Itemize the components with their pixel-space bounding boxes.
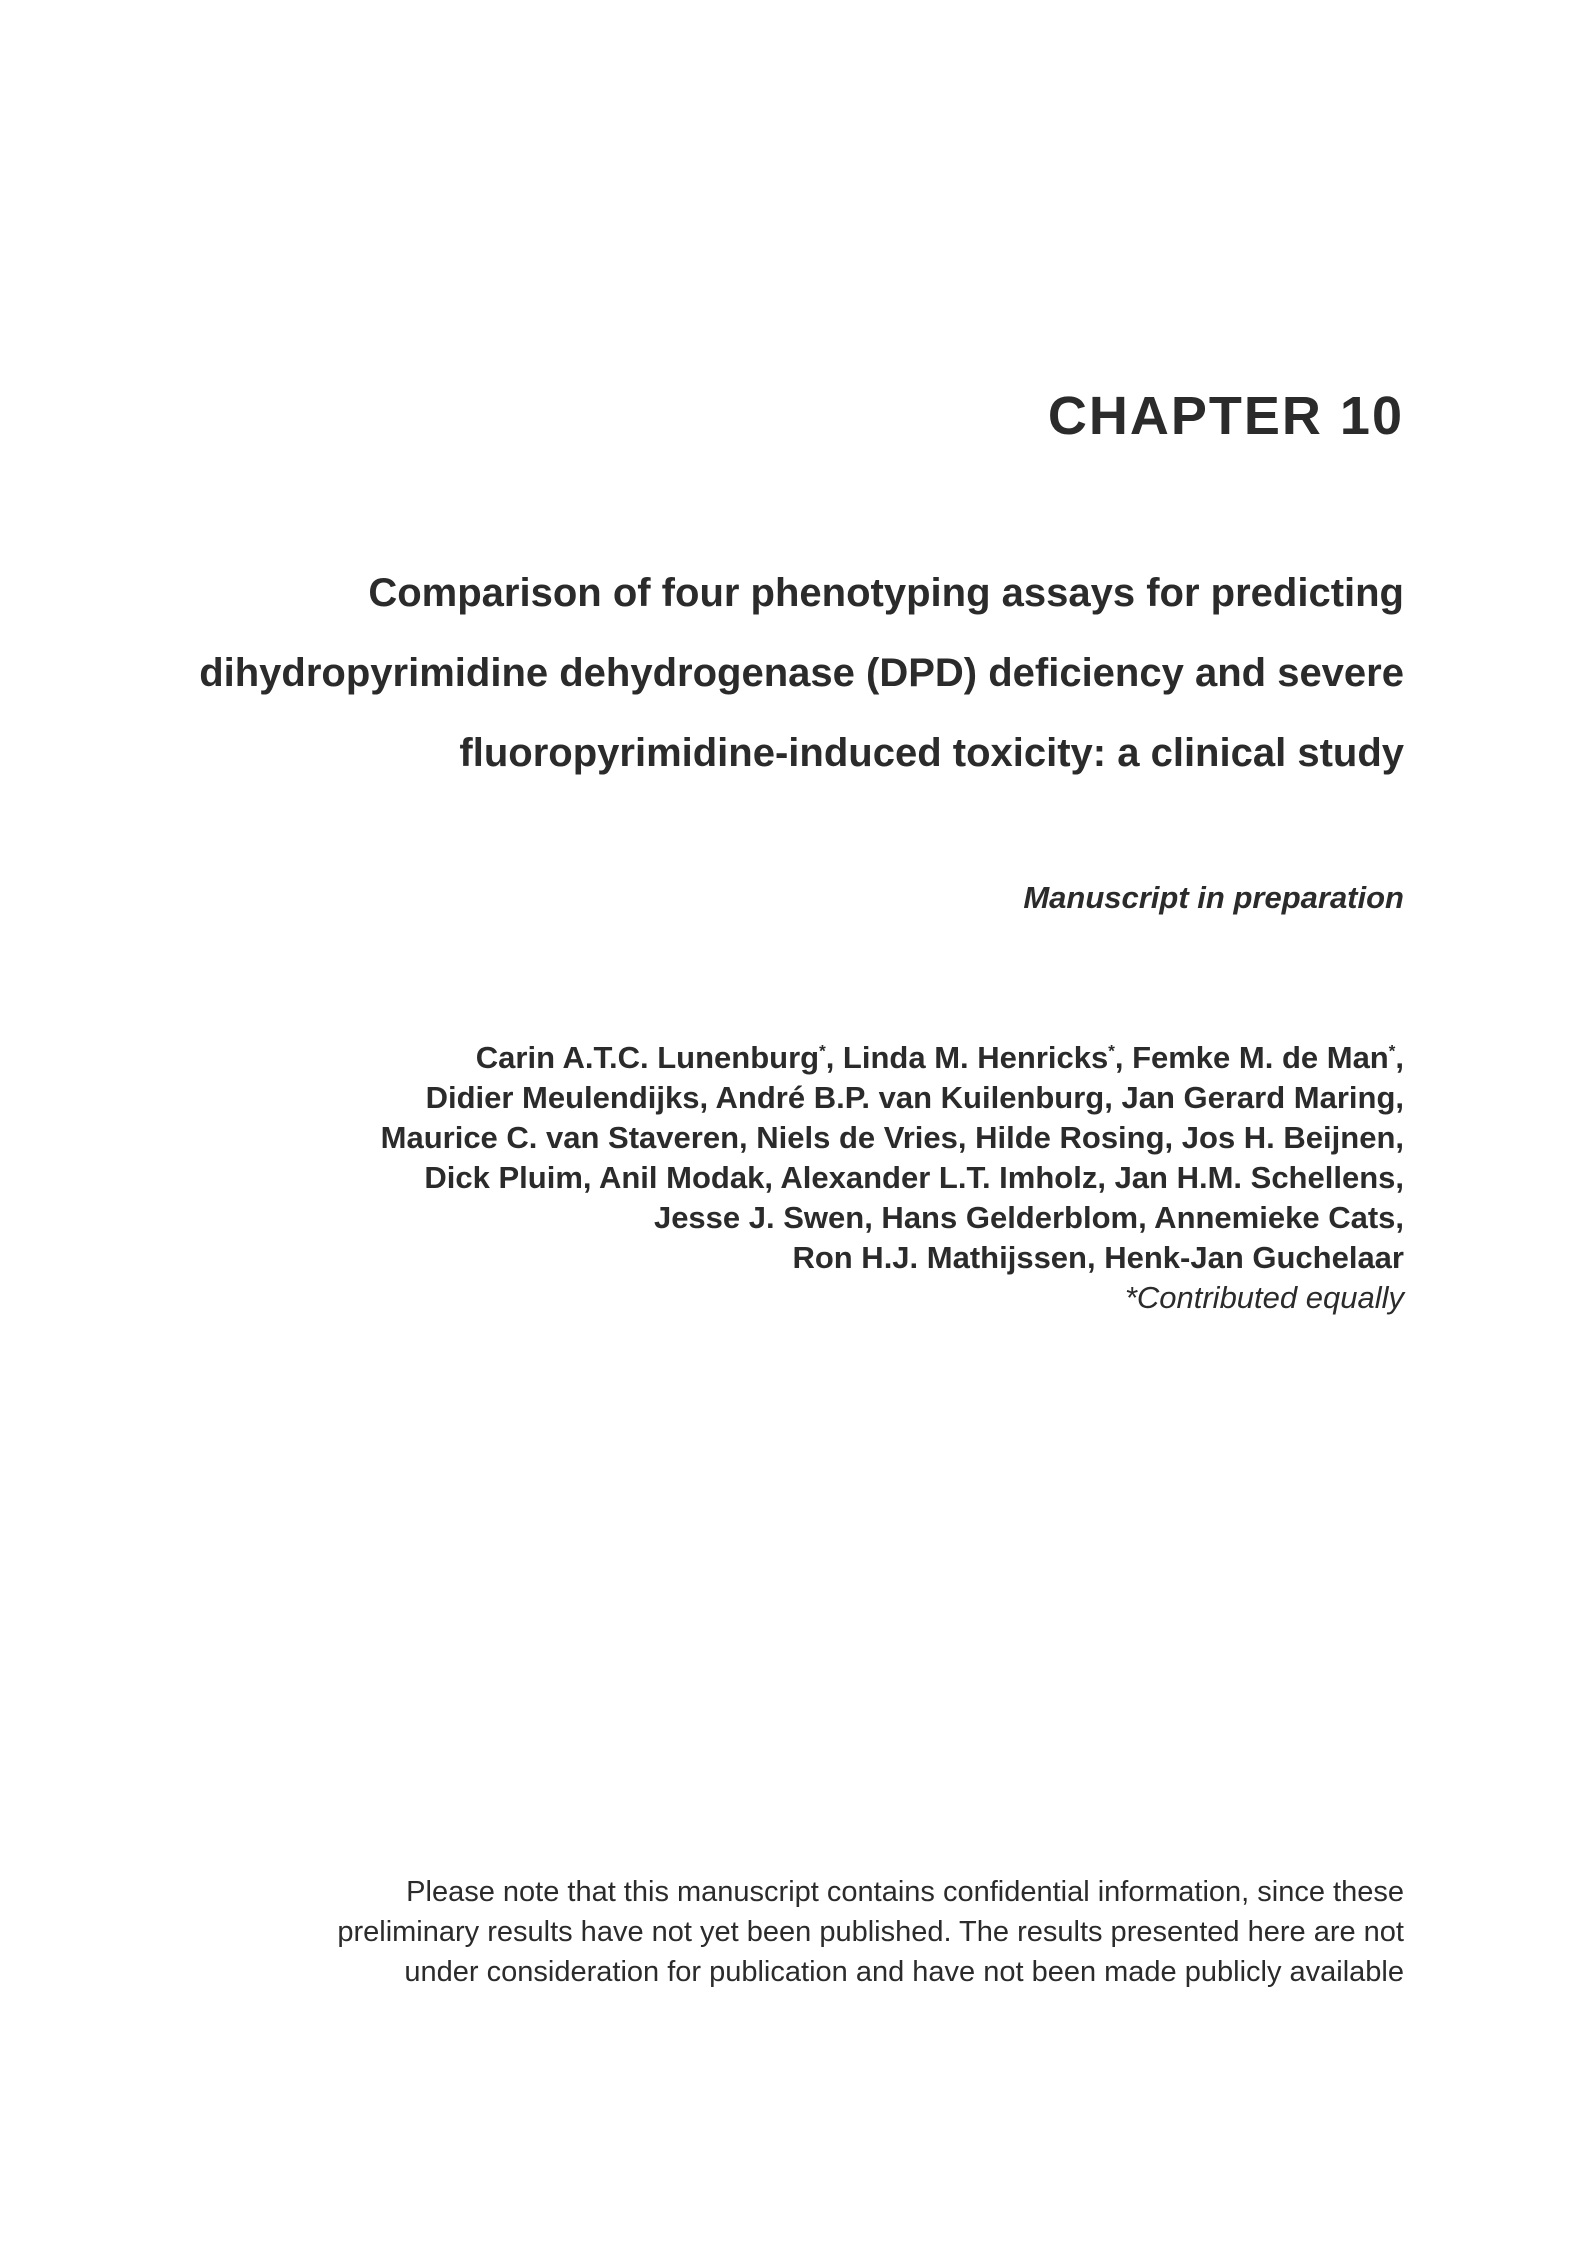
author-line-6: Ron H.J. Mathijssen, Henk-Jan Guchelaar [792, 1240, 1404, 1275]
author-line-4: Dick Pluim, Anil Modak, Alexander L.T. Imholz, Jan H.M. Schellens, [424, 1160, 1404, 1195]
equal-contribution-mark: * [1388, 1041, 1396, 1061]
author-line-3: Maurice C. van Staveren, Niels de Vries, Hilde Rosing, Jos H. Beijnen, [380, 1120, 1404, 1155]
author-list [381, 1038, 1404, 1318]
author-name: Carin A.T.C. Lunenburg [475, 1040, 820, 1075]
manuscript-status: Manuscript in preparation [1023, 880, 1404, 915]
author-line-1 [381, 1038, 1404, 1078]
disclaimer-line-1: Please note that this manuscript contains confidential information, since these [406, 1876, 1404, 1908]
contribution-note: *Contributed equally [1124, 1280, 1404, 1315]
disclaimer-line-3: under consideration for publication and have not been made publicly available [404, 1956, 1404, 1988]
author-line-5: Jesse J. Swen, Hans Gelderblom, Annemieke Cats, [653, 1200, 1404, 1235]
chapter-title [184, 553, 1404, 793]
disclaimer-line-2: preliminary results have not yet been published. The results presented here are not [337, 1916, 1404, 1948]
equal-contribution-mark: * [819, 1041, 826, 1061]
title-line-3: fluoropyrimidine-induced toxicity: a clinical study [459, 731, 1404, 775]
author-name: , Linda M. Henricks [825, 1040, 1109, 1075]
confidentiality-disclaimer [337, 1872, 1404, 1992]
author-separator: , [1395, 1040, 1404, 1075]
chapter-heading: CHAPTER 10 [1047, 386, 1404, 446]
equal-contribution-mark: * [1108, 1041, 1115, 1061]
title-line-1: Comparison of four phenotyping assays for predicting [368, 571, 1404, 615]
title-line-2: dihydropyrimidine dehydrogenase (DPD) deficiency and severe [199, 651, 1404, 695]
author-line-2: Didier Meulendijks, André B.P. van Kuilenburg, Jan Gerard Maring, [425, 1080, 1404, 1115]
author-name: , Femke M. de Man [1114, 1040, 1389, 1075]
